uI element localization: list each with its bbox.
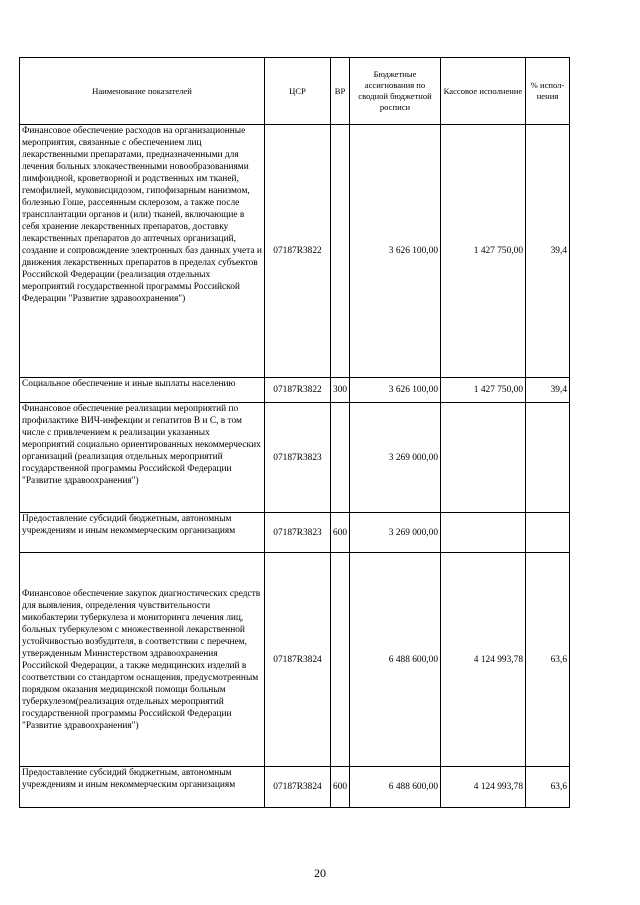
row-budget: 3 269 000,00 — [350, 513, 441, 553]
row-name: Социальное обеспечение и иные выплаты населению — [22, 379, 236, 389]
row-cash — [441, 403, 526, 513]
row-cash: 4 124 993,78 — [441, 553, 526, 767]
row-vr: 300 — [331, 378, 350, 403]
row-budget: 6 488 600,00 — [350, 767, 441, 808]
row-pct — [526, 513, 570, 553]
header-name: Наименование показателей — [20, 58, 265, 125]
row-pct: 63,6 — [526, 767, 570, 808]
row-cash: 1 427 750,00 — [441, 378, 526, 403]
row-cash: 1 427 750,00 — [441, 125, 526, 378]
table-header-row — [20, 58, 570, 125]
row-csr: 07187R3824 — [265, 767, 331, 808]
row-csr: 07187R3822 — [265, 125, 331, 378]
header-csr: ЦСР — [265, 58, 331, 125]
row-vr — [331, 403, 350, 513]
table-row — [20, 767, 570, 808]
row-budget: 3 626 100,00 — [350, 125, 441, 378]
table-row — [20, 378, 570, 403]
header-cash: Кассовое исполнение — [441, 58, 526, 125]
table-row — [20, 553, 570, 767]
row-name: Предоставление субсидий бюджетным, автономным учреждениям и иным некоммерческим организациям — [22, 514, 236, 536]
row-vr — [331, 125, 350, 378]
row-csr: 07187R3823 — [265, 403, 331, 513]
row-pct: 39,4 — [526, 125, 570, 378]
row-name: Финансовое обеспечение расходов на организационные мероприятия, связанные с обеспечением лиц лекарственными препаратами, предназначенными для лечения больных злокачественными новообразованиями лимфоидной, кроветворной и родственных им тканей, гемофилией, муковисцидозом, гипофизарным нанизмом, болезнью Гоше, рассеянным склерозом, а также после трансплантации органов и (или) тканей, включающие в себя хранение лекарственных препаратов, доставку лекарственных препаратов до аптечных организаций, создание и сопровождение электронных баз данных учета и движения лекарственных препаратов в пределах субъектов Российской Федерации (реализация отдельных мероприятий государственной программы Российской Федерации "Развитие здравоохранения") — [22, 126, 262, 304]
table-row — [20, 125, 570, 378]
header-pct: % испол-нения — [526, 58, 570, 125]
table-row — [20, 513, 570, 553]
row-vr — [331, 553, 350, 767]
row-name: Финансовое обеспечение реализации мероприятий по профилактике ВИЧ-инфекции и гепатитов В и С, в том числе с привлечением к реализации указанных мероприятий социально ориентированных некоммерческих организаций (реализация отдельных мероприятий государственной программы Российской Федерации "Развитие здравоохранения") — [22, 404, 261, 486]
row-budget: 6 488 600,00 — [350, 553, 441, 767]
row-pct: 63,6 — [526, 553, 570, 767]
row-csr: 07187R3822 — [265, 378, 331, 403]
row-pct: 39,4 — [526, 378, 570, 403]
table-row — [20, 403, 570, 513]
row-csr: 07187R3823 — [265, 513, 331, 553]
row-vr: 600 — [331, 767, 350, 808]
row-name: Предоставление субсидий бюджетным, автономным учреждениям и иным некоммерческим организациям — [22, 768, 236, 790]
row-csr: 07187R3824 — [265, 553, 331, 767]
header-budget: Бюджетные ассигнования по сводной бюджетной росписи — [350, 58, 441, 125]
row-name: Финансовое обеспечение закупок диагностических средств для выявления, определения чувствительности микобактерии туберкулеза и мониторинга лечения лиц, больных туберкулезом с множественной лекарственной устойчивостью возбудителя, в соответствии с перечнем, утвержденным Министерством здравоохранения Российской Федерации, а также медицинских изделий в соответствии со стандартом оснащения, предусмотренным порядком оказания медицинской помощи больным туберкулезом(реализация отдельных мероприятий государственной программы Российской Федерации "Развитие здравоохранения") — [22, 588, 261, 731]
row-budget: 3 269 000,00 — [350, 403, 441, 513]
row-cash — [441, 513, 526, 553]
row-vr: 600 — [331, 513, 350, 553]
page-number: 20 — [314, 866, 326, 880]
row-pct — [526, 403, 570, 513]
row-budget: 3 626 100,00 — [350, 378, 441, 403]
header-vr: ВР — [331, 58, 350, 125]
budget-execution-table — [19, 57, 570, 808]
row-cash: 4 124 993,78 — [441, 767, 526, 808]
